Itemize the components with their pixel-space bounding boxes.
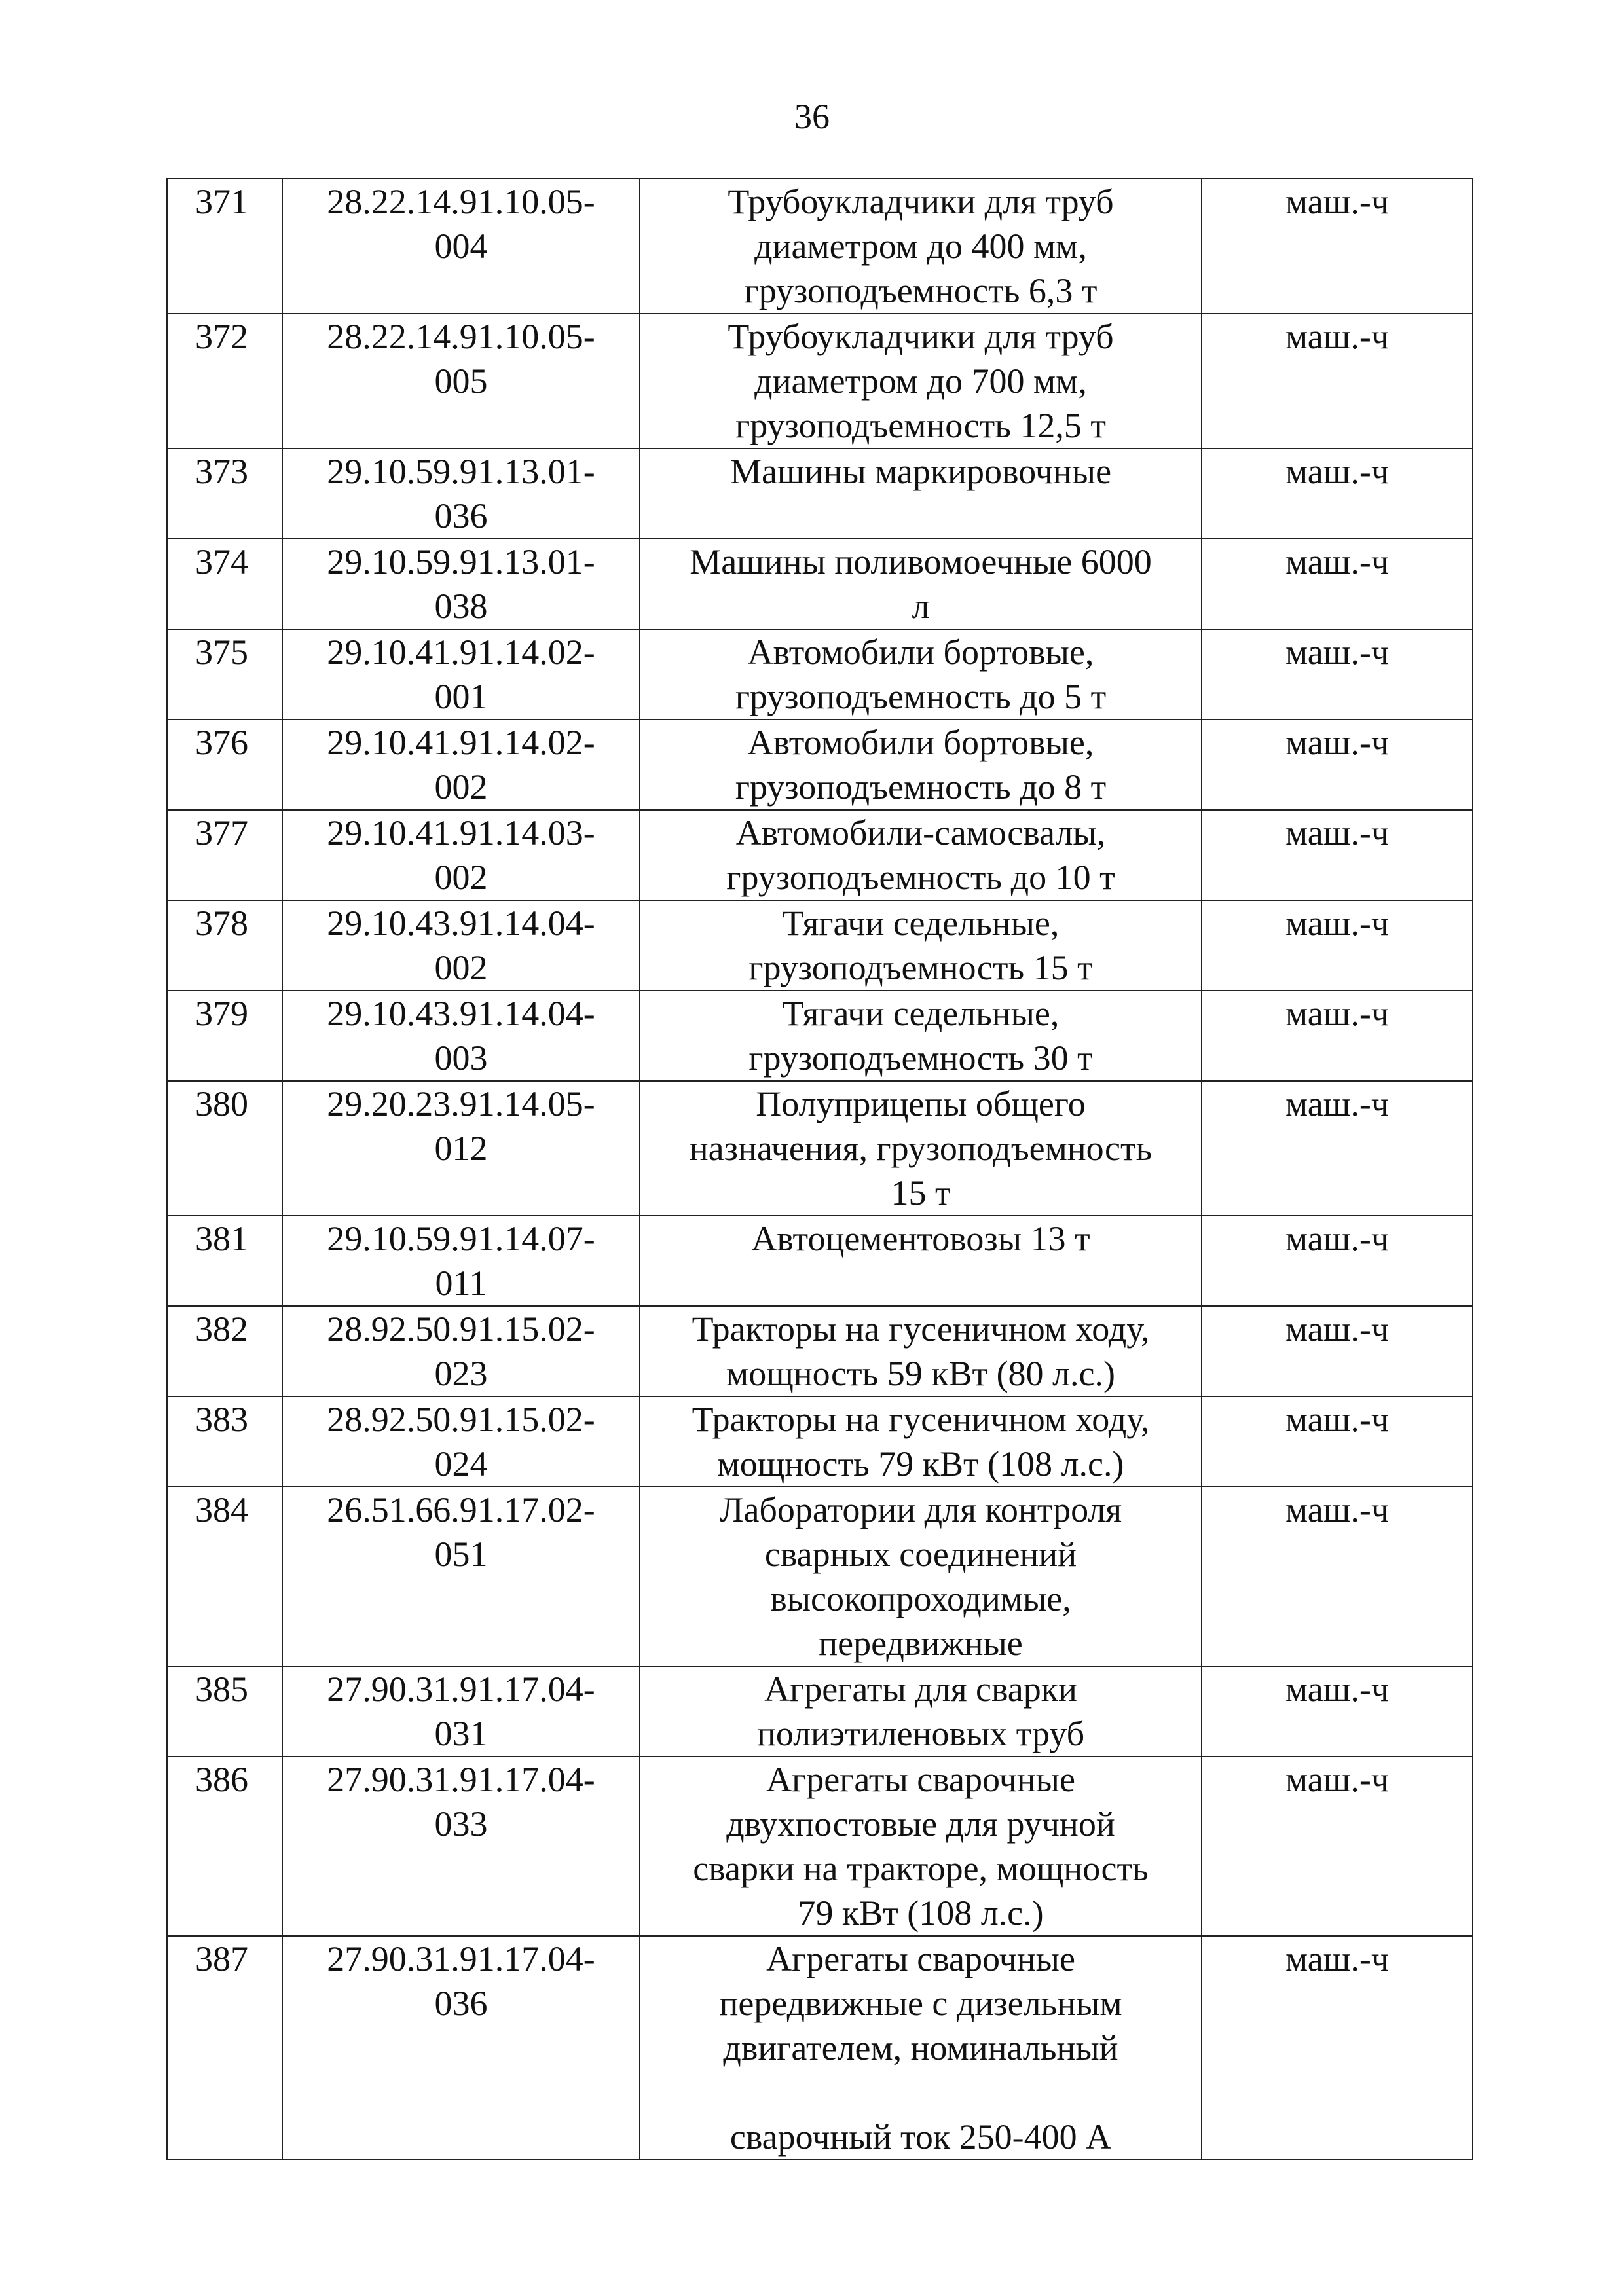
resource-name: Автомобили бортовые, грузоподъемность до 8 т (640, 720, 1202, 810)
resource-name: Машины поливомоечные 6000 л (640, 539, 1202, 629)
unit-of-measure: маш.-ч (1202, 448, 1473, 539)
row-number: 383 (167, 1396, 282, 1487)
row-number: 387 (167, 1936, 282, 2160)
resource-code: 29.10.41.91.14.03- 002 (282, 810, 640, 900)
table-row (167, 1936, 1473, 2160)
unit-of-measure: маш.-ч (1202, 1306, 1473, 1396)
table-row (167, 900, 1473, 991)
table-row (167, 1666, 1473, 1757)
row-number: 379 (167, 991, 282, 1081)
row-number: 386 (167, 1757, 282, 1936)
resource-code: 26.51.66.91.17.02- 051 (282, 1487, 640, 1666)
resource-code: 29.10.43.91.14.04- 003 (282, 991, 640, 1081)
resource-code: 28.22.14.91.10.05- 005 (282, 314, 640, 448)
machinery-table (166, 178, 1473, 2160)
row-number: 377 (167, 810, 282, 900)
resource-code: 29.10.41.91.14.02- 001 (282, 629, 640, 720)
table-row (167, 1081, 1473, 1216)
unit-of-measure: маш.-ч (1202, 1666, 1473, 1757)
table-row (167, 1757, 1473, 1936)
resource-code: 27.90.31.91.17.04- 033 (282, 1757, 640, 1936)
unit-of-measure: маш.-ч (1202, 539, 1473, 629)
row-number: 382 (167, 1306, 282, 1396)
row-number: 376 (167, 720, 282, 810)
resource-code: 29.10.59.91.13.01- 038 (282, 539, 640, 629)
table-row (167, 991, 1473, 1081)
table-row (167, 629, 1473, 720)
table-row (167, 1306, 1473, 1396)
resource-name: Лаборатории для контроля сварных соединений высокопроходимые, передвижные (640, 1487, 1202, 1666)
resource-code: 29.10.59.91.14.07- 011 (282, 1216, 640, 1306)
row-number: 371 (167, 179, 282, 314)
row-number: 385 (167, 1666, 282, 1757)
unit-of-measure: маш.-ч (1202, 1757, 1473, 1936)
resource-code: 29.20.23.91.14.05- 012 (282, 1081, 640, 1216)
table-row (167, 539, 1473, 629)
unit-of-measure: маш.-ч (1202, 179, 1473, 314)
resource-code: 29.10.43.91.14.04- 002 (282, 900, 640, 991)
resource-code: 29.10.59.91.13.01- 036 (282, 448, 640, 539)
resource-name: Трубоукладчики для труб диаметром до 400 мм, грузоподъемность 6,3 т (640, 179, 1202, 314)
table-row (167, 179, 1473, 314)
unit-of-measure: маш.-ч (1202, 1936, 1473, 2160)
page-number: 36 (794, 97, 830, 136)
row-number: 378 (167, 900, 282, 991)
table-row (167, 314, 1473, 448)
table-row (167, 448, 1473, 539)
table-row (167, 1396, 1473, 1487)
unit-of-measure: маш.-ч (1202, 629, 1473, 720)
resource-name: Агрегаты для сварки полиэтиленовых труб (640, 1666, 1202, 1757)
resource-name: Агрегаты сварочные двухпостовые для ручной сварки на тракторе, мощность 79 кВт (108 л.с.) (640, 1757, 1202, 1936)
row-number: 372 (167, 314, 282, 448)
resource-name: Машины маркировочные (640, 448, 1202, 539)
resource-name: Автомобили бортовые, грузоподъемность до 5 т (640, 629, 1202, 720)
resource-code: 29.10.41.91.14.02- 002 (282, 720, 640, 810)
table-row (167, 1216, 1473, 1306)
unit-of-measure: маш.-ч (1202, 720, 1473, 810)
resource-code: 27.90.31.91.17.04- 036 (282, 1936, 640, 2160)
row-number: 380 (167, 1081, 282, 1216)
resource-name: Трубоукладчики для труб диаметром до 700 мм, грузоподъемность 12,5 т (640, 314, 1202, 448)
table-row (167, 720, 1473, 810)
row-number: 373 (167, 448, 282, 539)
unit-of-measure: маш.-ч (1202, 1396, 1473, 1487)
resource-name: Тракторы на гусеничном ходу, мощность 59 кВт (80 л.с.) (640, 1306, 1202, 1396)
resource-name: Полуприцепы общего назначения, грузоподъемность 15 т (640, 1081, 1202, 1216)
resource-name: Тракторы на гусеничном ходу, мощность 79 кВт (108 л.с.) (640, 1396, 1202, 1487)
unit-of-measure: маш.-ч (1202, 991, 1473, 1081)
resource-name: Тягачи седельные, грузоподъемность 30 т (640, 991, 1202, 1081)
table-row (167, 1487, 1473, 1666)
unit-of-measure: маш.-ч (1202, 900, 1473, 991)
unit-of-measure: маш.-ч (1202, 1081, 1473, 1216)
unit-of-measure: маш.-ч (1202, 1487, 1473, 1666)
resource-code: 28.92.50.91.15.02- 023 (282, 1306, 640, 1396)
unit-of-measure: маш.-ч (1202, 314, 1473, 448)
unit-of-measure: маш.-ч (1202, 810, 1473, 900)
resource-name: Автомобили-самосвалы, грузоподъемность до 10 т (640, 810, 1202, 900)
resource-code: 28.22.14.91.10.05- 004 (282, 179, 640, 314)
resource-code: 28.92.50.91.15.02- 024 (282, 1396, 640, 1487)
resource-code: 27.90.31.91.17.04- 031 (282, 1666, 640, 1757)
resource-name: Агрегаты сварочные передвижные с дизельным двигателем, номинальный сварочный ток 250-400 А (640, 1936, 1202, 2160)
unit-of-measure: маш.-ч (1202, 1216, 1473, 1306)
resource-name: Тягачи седельные, грузоподъемность 15 т (640, 900, 1202, 991)
row-number: 381 (167, 1216, 282, 1306)
row-number: 375 (167, 629, 282, 720)
resource-name: Автоцементовозы 13 т (640, 1216, 1202, 1306)
row-number: 384 (167, 1487, 282, 1666)
row-number: 374 (167, 539, 282, 629)
table-row (167, 810, 1473, 900)
